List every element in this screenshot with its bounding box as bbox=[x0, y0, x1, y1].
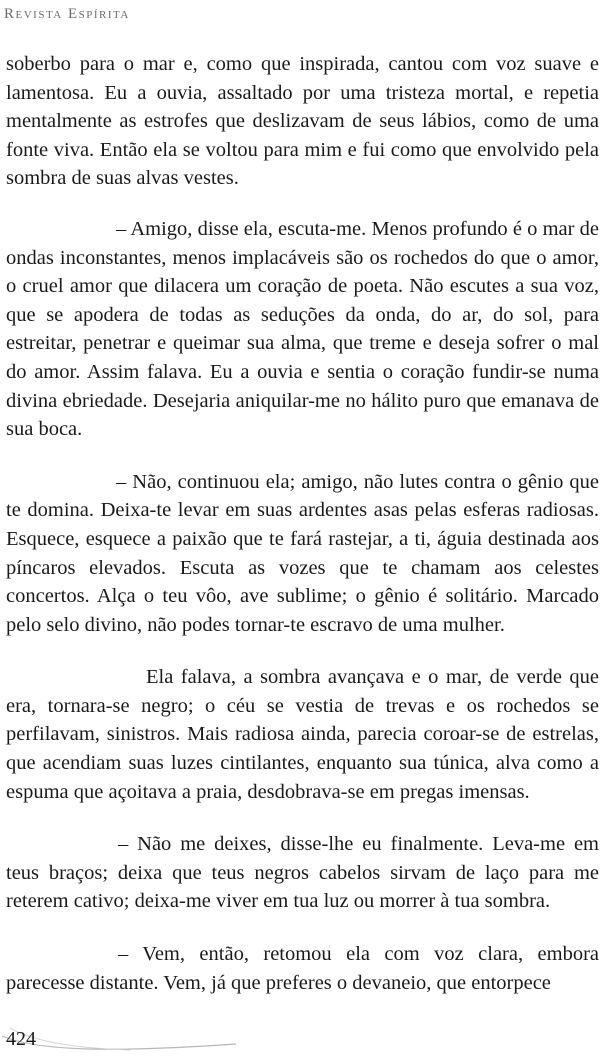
paragraph: – Amigo, disse ela, escuta-me. Menos profundo é o mar de ondas inconstantes, menos implacáveis são os rochedos do que o amor, o cruel amor que dilacera um coração de poeta. Não escutes a sua voz, que se apodera de todas as seduções da onda, do ar, do sol, para estreitar, penetrar e queimar sua alma, que treme e deseja sofrer o mal do amor. Assim falava. Eu a ouvia e sentia o coração fundir-se numa divina ebriedade. Desejaria aniquilar-me no hálito puro que emanava de sua boca. bbox=[6, 217, 599, 441]
footer-flourish-ornament bbox=[0, 1022, 240, 1058]
page-body bbox=[6, 50, 599, 1021]
paragraph: soberbo para o mar e, como que inspirada, cantou com voz suave e lamentosa. Eu a ouvia, assaltado por uma tristeza mortal, e repetia mentalmente as estrofes que deslizavam de seus lábios, como de uma fonte viva. Então ela se voltou para mim e fui como que envolvido pela sombra de suas alvas vestes. bbox=[6, 53, 599, 190]
paragraph: – Não me deixes, disse-lhe eu finalmente. Leva-me em teus braços; deixa que teus negros cabelos sirvam de laço para me reterem cativo; deixa-me viver em tua luz ou morrer à tua sombra. bbox=[6, 833, 599, 913]
page-number: 424 bbox=[6, 1028, 36, 1050]
running-head: Revista Espírita bbox=[4, 6, 130, 22]
paragraph: – Vem, então, retomou ela com voz clara, embora parecesse distante. Vem, já que preferes o devaneio, que entorpece bbox=[6, 943, 599, 994]
paragraph: Ela falava, a sombra avançava e o mar, de verde que era, tornara-se negro; o céu se vestia de trevas e os rochedos se perfilavam, sinistros. Mais radiosa ainda, parecia coroar-se de estrelas, que acendiam suas luzes cintilantes, enquanto sua túnica, alva como a espuma que açoitava a praia, desdobrava-se em pregas imensas. bbox=[6, 666, 599, 803]
paragraph: – Não, continuou ela; amigo, não lutes contra o gênio que te domina. Deixa-te levar em suas ardentes asas pelas esferas radiosas. Esquece, esquece a paixão que te fará rastejar, a ti, águia destinada aos píncaros elevados. Escuta as vozes que te chamam aos celestes concertos. Alça o teu vôo, ave sublime; o gênio é solitário. Marcado pelo selo divino, não podes tornar-te escravo de uma mulher. bbox=[6, 470, 599, 636]
